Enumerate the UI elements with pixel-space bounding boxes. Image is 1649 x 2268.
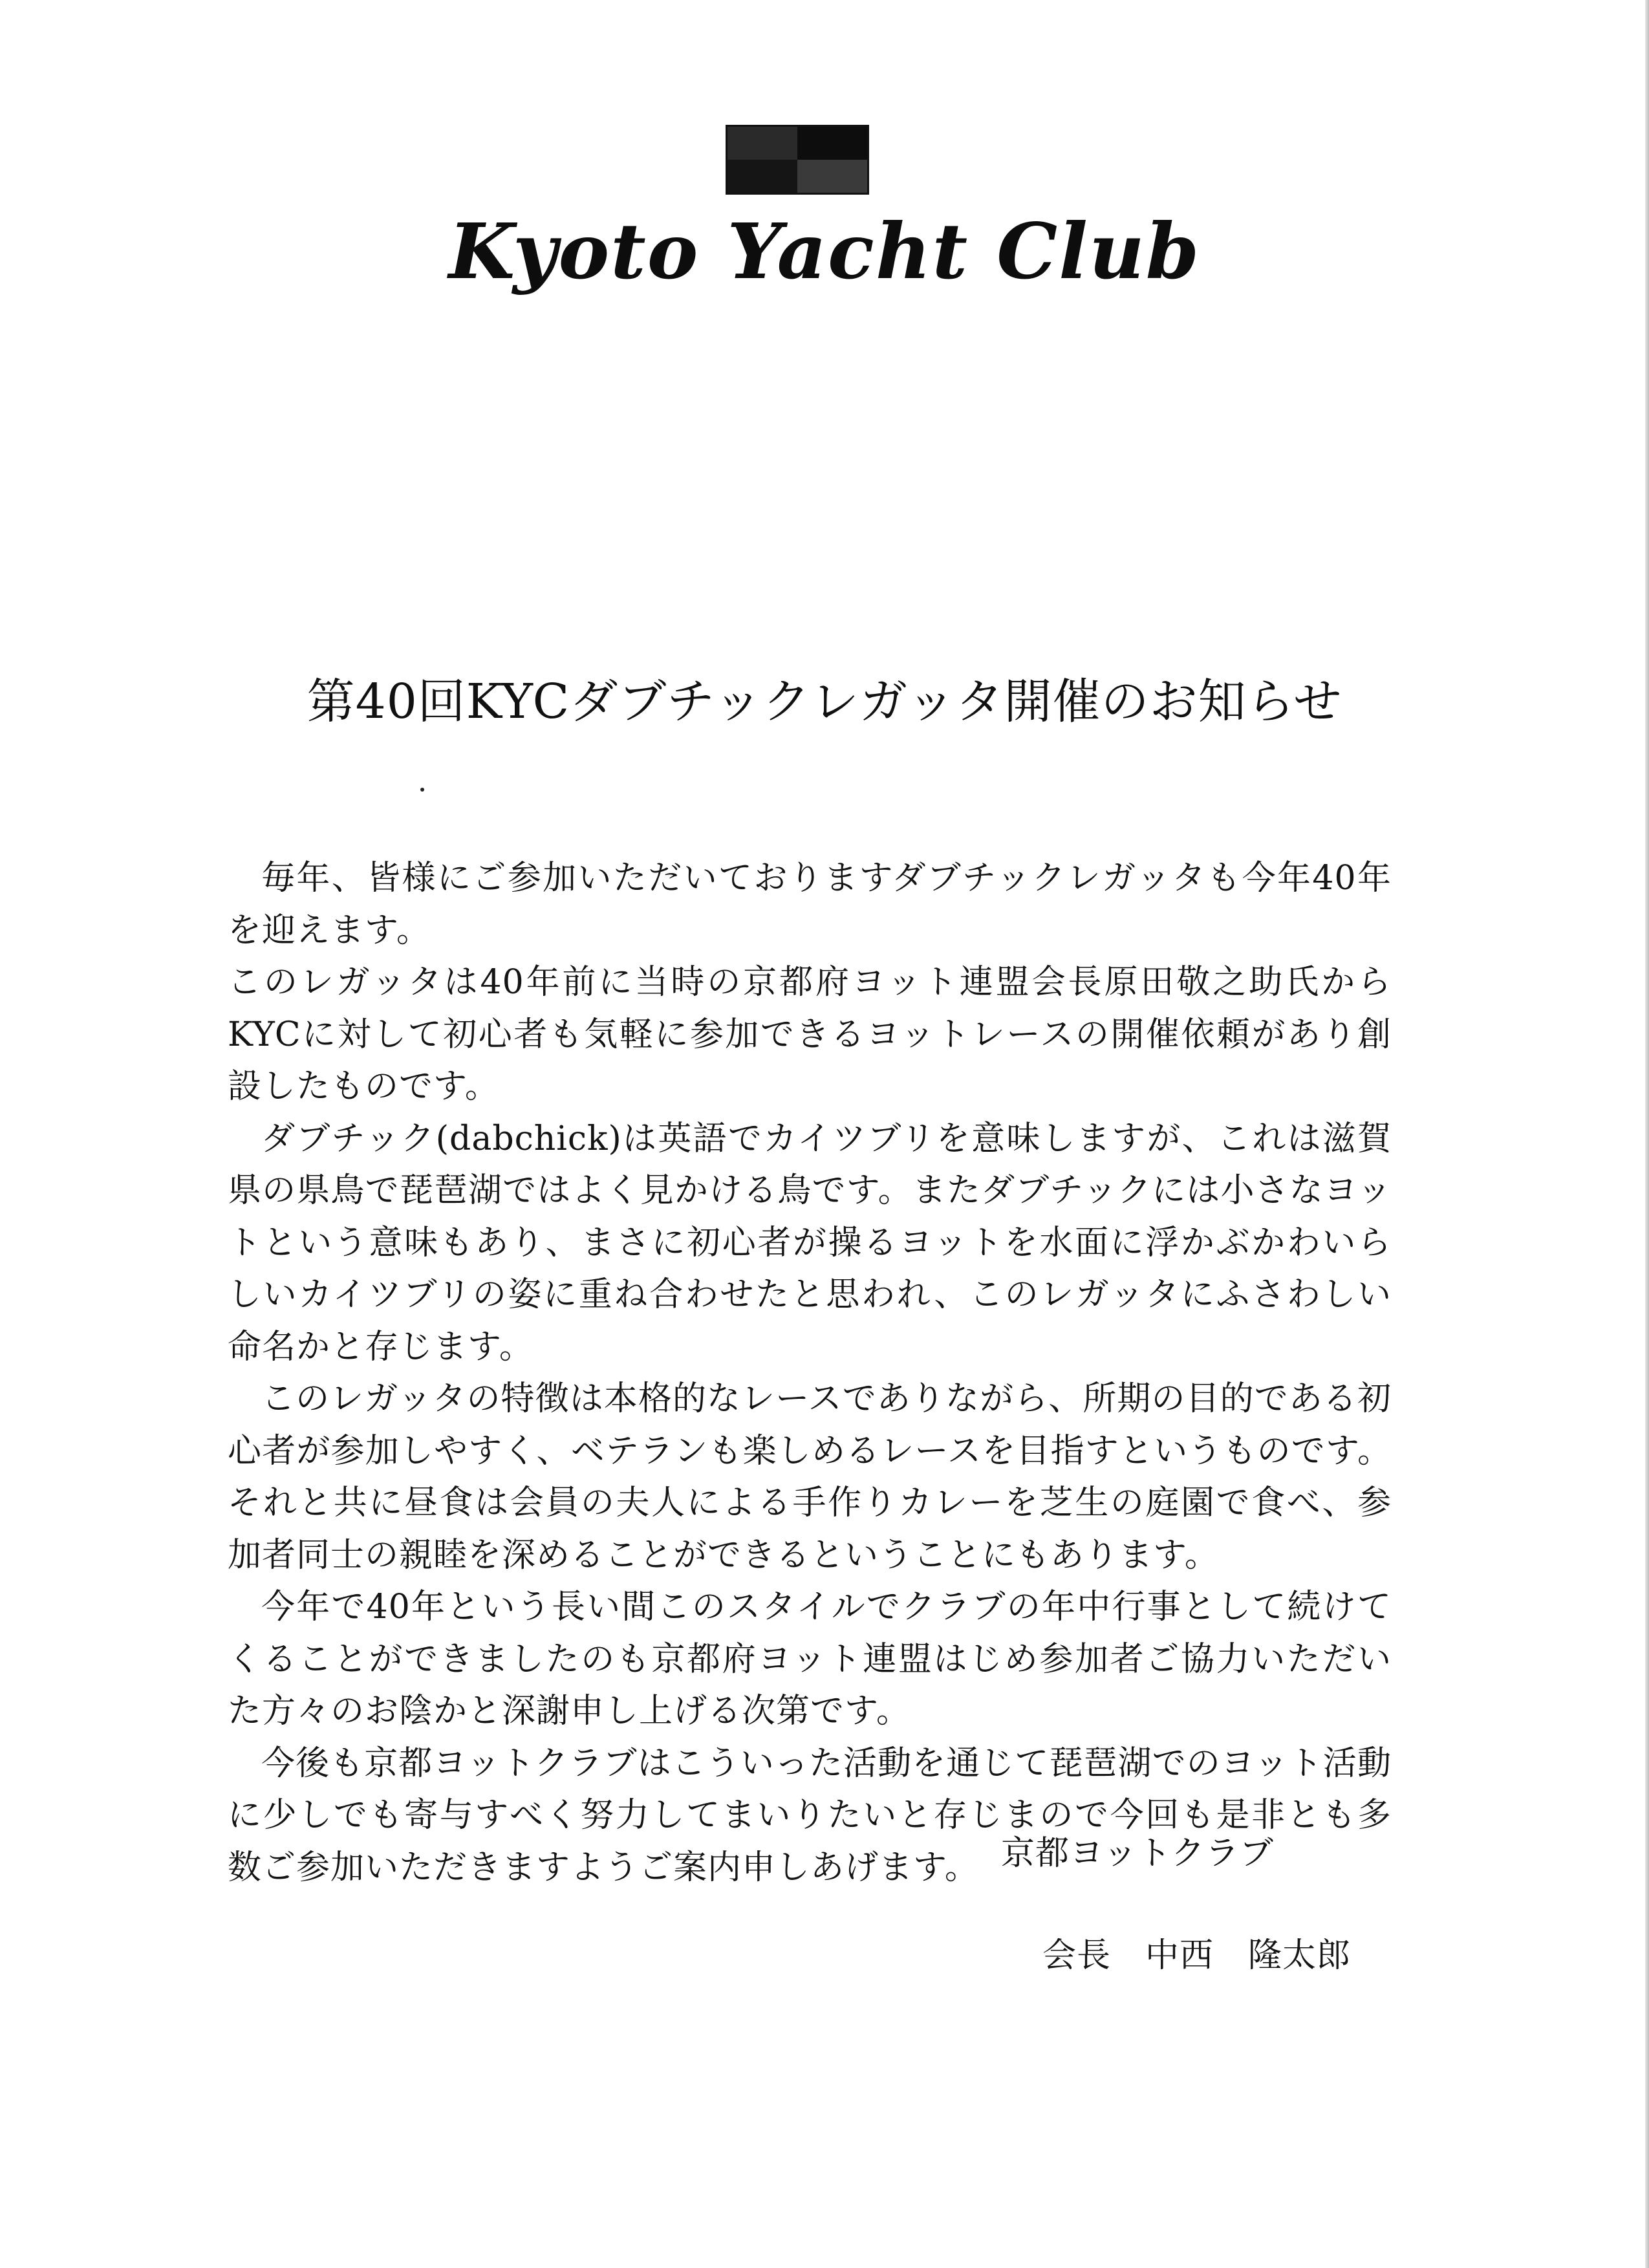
scan-speck [420, 788, 424, 792]
club-name-logo: Kyoto Yacht Club [448, 206, 1201, 296]
letter-body [228, 852, 1392, 1894]
signature-president: 会長 中西 隆太郎 [1042, 1936, 1352, 1975]
paragraph-2: このレガッタは40年前に当時の京都府ヨット連盟会長原田敬之助氏からKYCに対して初心者も気軽に参加できるヨットレースの開催依頼があり創設したものです。 [228, 963, 1392, 1106]
paragraph-5: 今年で40年という長い間このスタイルでクラブの年中行事として続けてくることができましたのも京都府ヨット連盟はじめ参加者ご協力いただいた方々のお陰かと深謝申し上げる次第です。 [228, 1588, 1392, 1731]
document-title: 第40回KYCダブチックレガッタ開催のお知らせ [307, 674, 1342, 729]
paragraph-4: このレガッタの特徴は本格的なレースでありながら、所期の目的である初心者が参加しやすく、ベテランも楽しめるレースを目指すというものです。それと共に昼食は会員の夫人による手作りカレーを芝生の庭園で食べ、参加者同士の親睦を深めることができるということにもあります。 [228, 1379, 1392, 1575]
club-burgee-logo [726, 125, 869, 195]
scan-edge [1645, 0, 1649, 2268]
paragraph-1: 毎年、皆様にご参加いただいておりますダブチックレガッタも今年40年を迎えます。 [228, 859, 1392, 950]
signature-organization: 京都ヨットクラブ [1001, 1834, 1274, 1873]
paragraph-3: ダブチック(dabchick)は英語でカイツブリを意味しますが、これは滋賀県の県鳥で琵琶湖ではよく見かける鳥です。またダブチックには小さなヨットという意味もあり、まさに初心者が操るヨットを水面に浮かぶかわいらしいカイツブリの姿に重ね合わせたと思われ、このレガッタにふさわしい命名かと存じます。 [228, 1119, 1392, 1366]
paragraph-6: 今後も京都ヨットクラブはこういった活動を通じて琵琶湖でのヨット活動に少しでも寄与すべく努力してまいりたいと存じまので今回も是非とも多数ご参加いただきますようご案内申しあげます。 [228, 1744, 1392, 1887]
